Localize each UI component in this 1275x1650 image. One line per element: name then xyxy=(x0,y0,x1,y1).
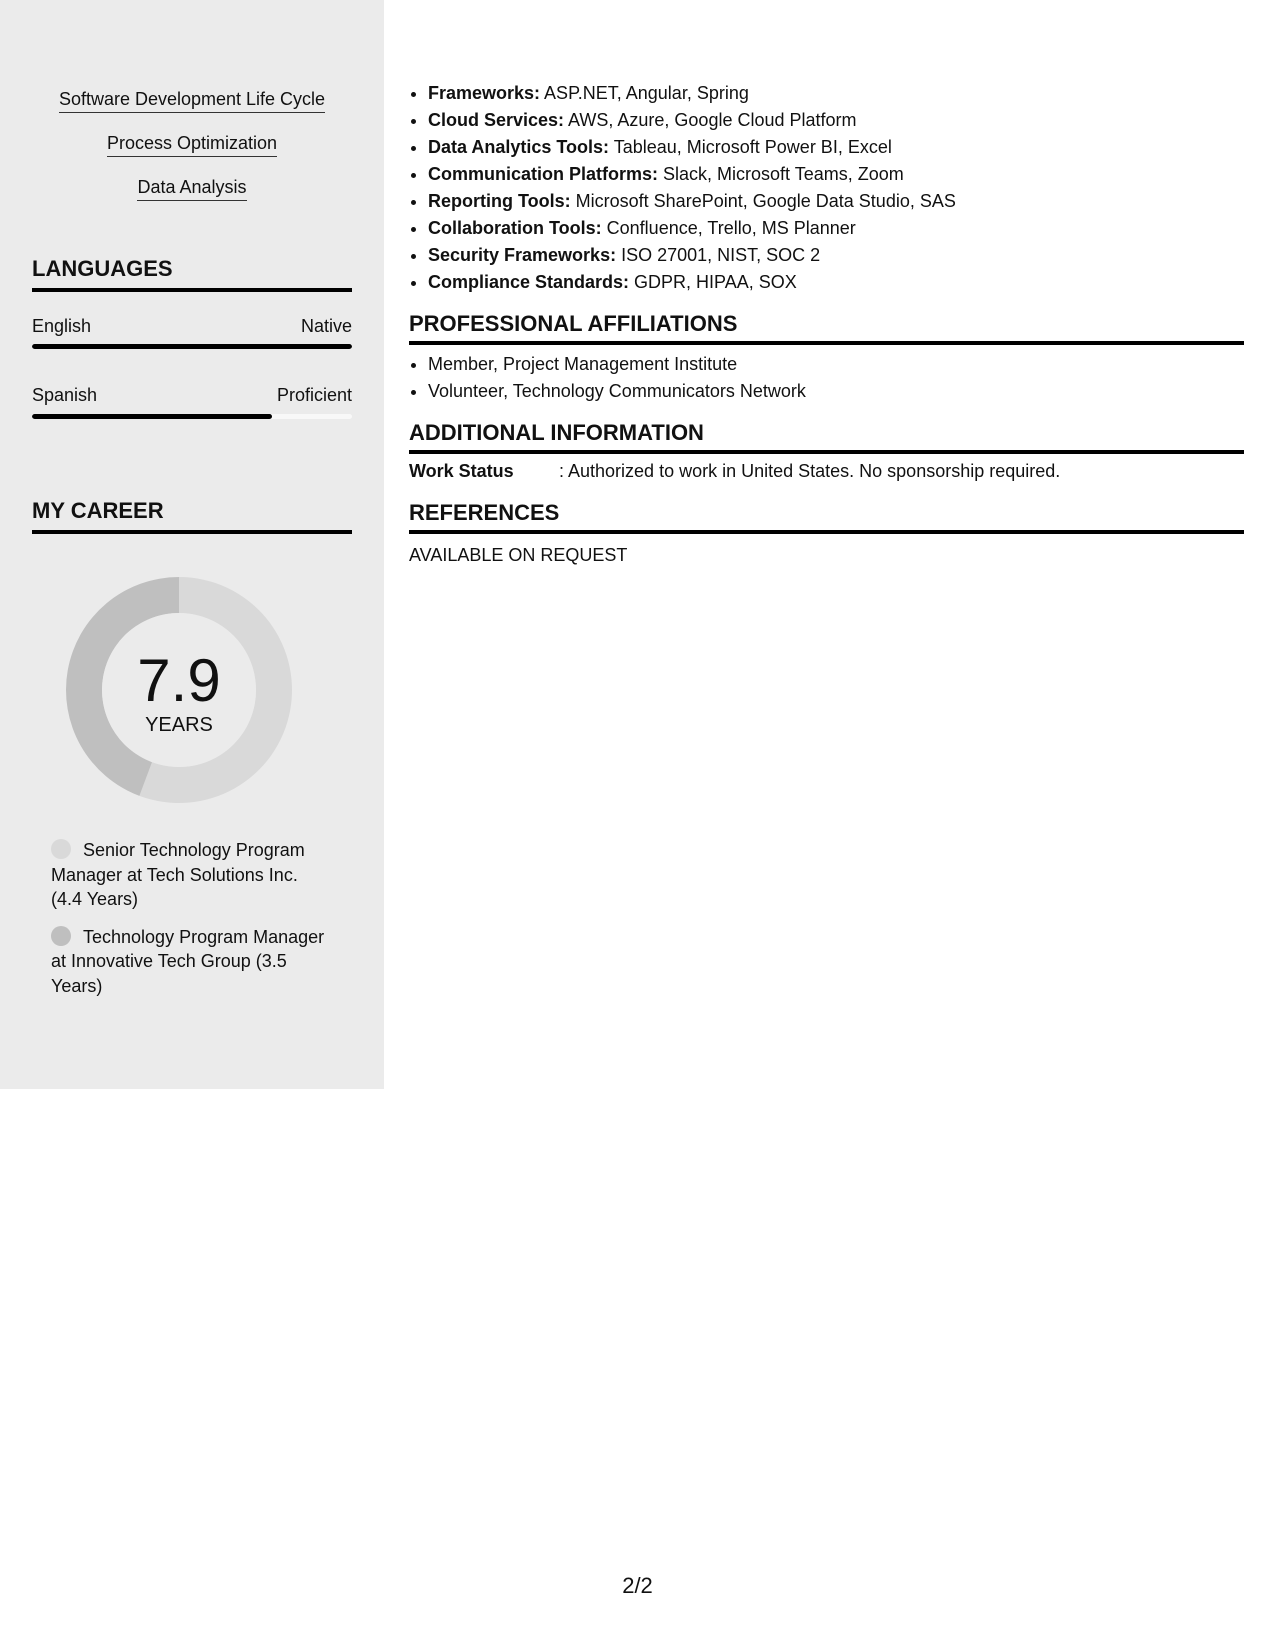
affiliations-heading: PROFESSIONAL AFFILIATIONS xyxy=(409,310,1244,345)
language-row xyxy=(32,315,352,337)
skill-tag: Data Analysis xyxy=(137,176,246,201)
list-item xyxy=(428,242,1244,269)
language-name: English xyxy=(32,316,92,336)
list-item xyxy=(428,107,1244,134)
skill-tag: Process Optimization xyxy=(107,132,277,157)
references-heading: REFERENCES xyxy=(409,499,1244,534)
item-value: ASP.NET, Angular, Spring xyxy=(540,83,749,103)
language-bar xyxy=(32,414,352,419)
work-status-label: Work Status xyxy=(409,461,514,481)
languages-heading: LANGUAGES xyxy=(32,256,352,292)
item-label: Reporting Tools: xyxy=(428,191,571,211)
item-label: Communication Platforms: xyxy=(428,164,659,184)
additional-info-heading: ADDITIONAL INFORMATION xyxy=(409,419,1244,454)
legend-dot-icon xyxy=(51,839,71,859)
career-legend-text: Senior Technology Program Manager at Tech Solutions Inc. (4.4 Years) xyxy=(51,840,305,909)
page-number: 2/2 xyxy=(622,1573,653,1598)
skills-list xyxy=(32,88,352,220)
list-item xyxy=(428,161,1244,188)
work-status-value: : Authorized to work in United States. No sponsorship required. xyxy=(559,461,1061,481)
item-value: Confluence, Trello, MS Planner xyxy=(601,218,856,238)
item-value: Tableau, Microsoft Power BI, Excel xyxy=(609,137,892,157)
career-donut-chart xyxy=(66,577,292,803)
language-level: Native xyxy=(300,316,352,336)
item-value: AWS, Azure, Google Cloud Platform xyxy=(564,110,857,130)
list-item: • Member, Project Management Institute xyxy=(428,351,1244,378)
language-row xyxy=(32,384,352,406)
technical-skills-list xyxy=(409,80,1244,296)
language-bar xyxy=(32,344,352,349)
item-label: Collaboration Tools: xyxy=(428,218,602,238)
list-item xyxy=(428,188,1244,215)
career-heading: MY CAREER xyxy=(32,498,352,534)
language-bar-fill xyxy=(32,344,352,349)
list-item xyxy=(428,269,1244,296)
item-value: ISO 27001, NIST, SOC 2 xyxy=(616,245,821,265)
item-label: Cloud Services: xyxy=(428,110,565,130)
legend-dot-icon xyxy=(51,926,71,946)
language-bar-fill xyxy=(32,414,272,419)
career-legend-item xyxy=(51,838,331,912)
language-name: Spanish xyxy=(32,385,98,405)
item-value: GDPR, HIPAA, SOX xyxy=(629,272,797,292)
list-item xyxy=(428,215,1244,242)
work-status-row xyxy=(409,458,1244,485)
references-text: AVAILABLE ON REQUEST xyxy=(409,545,628,565)
list-item xyxy=(428,80,1244,107)
career-legend-text: Technology Program Manager at Innovative Tech Group (3.5 Years) xyxy=(51,926,325,996)
item-label: Security Frameworks: xyxy=(428,245,617,265)
list-item: • Volunteer, Technology Communicators Network xyxy=(428,378,1244,405)
career-total-years: 7.9 xyxy=(137,647,221,714)
item-label: Compliance Standards: xyxy=(428,272,630,292)
item-label: Data Analytics Tools: xyxy=(428,137,610,157)
item-value: Slack, Microsoft Teams, Zoom xyxy=(658,164,904,184)
career-legend-item xyxy=(51,925,331,999)
item-value: Microsoft SharePoint, Google Data Studio, SAS xyxy=(570,191,956,211)
main-content xyxy=(409,80,1244,569)
career-legend xyxy=(51,838,331,1011)
skill-tag: Software Development Life Cycle xyxy=(59,88,325,113)
language-level: Proficient xyxy=(276,385,352,405)
career-unit: YEARS xyxy=(145,714,213,736)
sidebar xyxy=(0,0,384,1089)
affiliations-list xyxy=(409,351,1244,405)
item-label: Frameworks: xyxy=(428,83,541,103)
list-item xyxy=(428,134,1244,161)
